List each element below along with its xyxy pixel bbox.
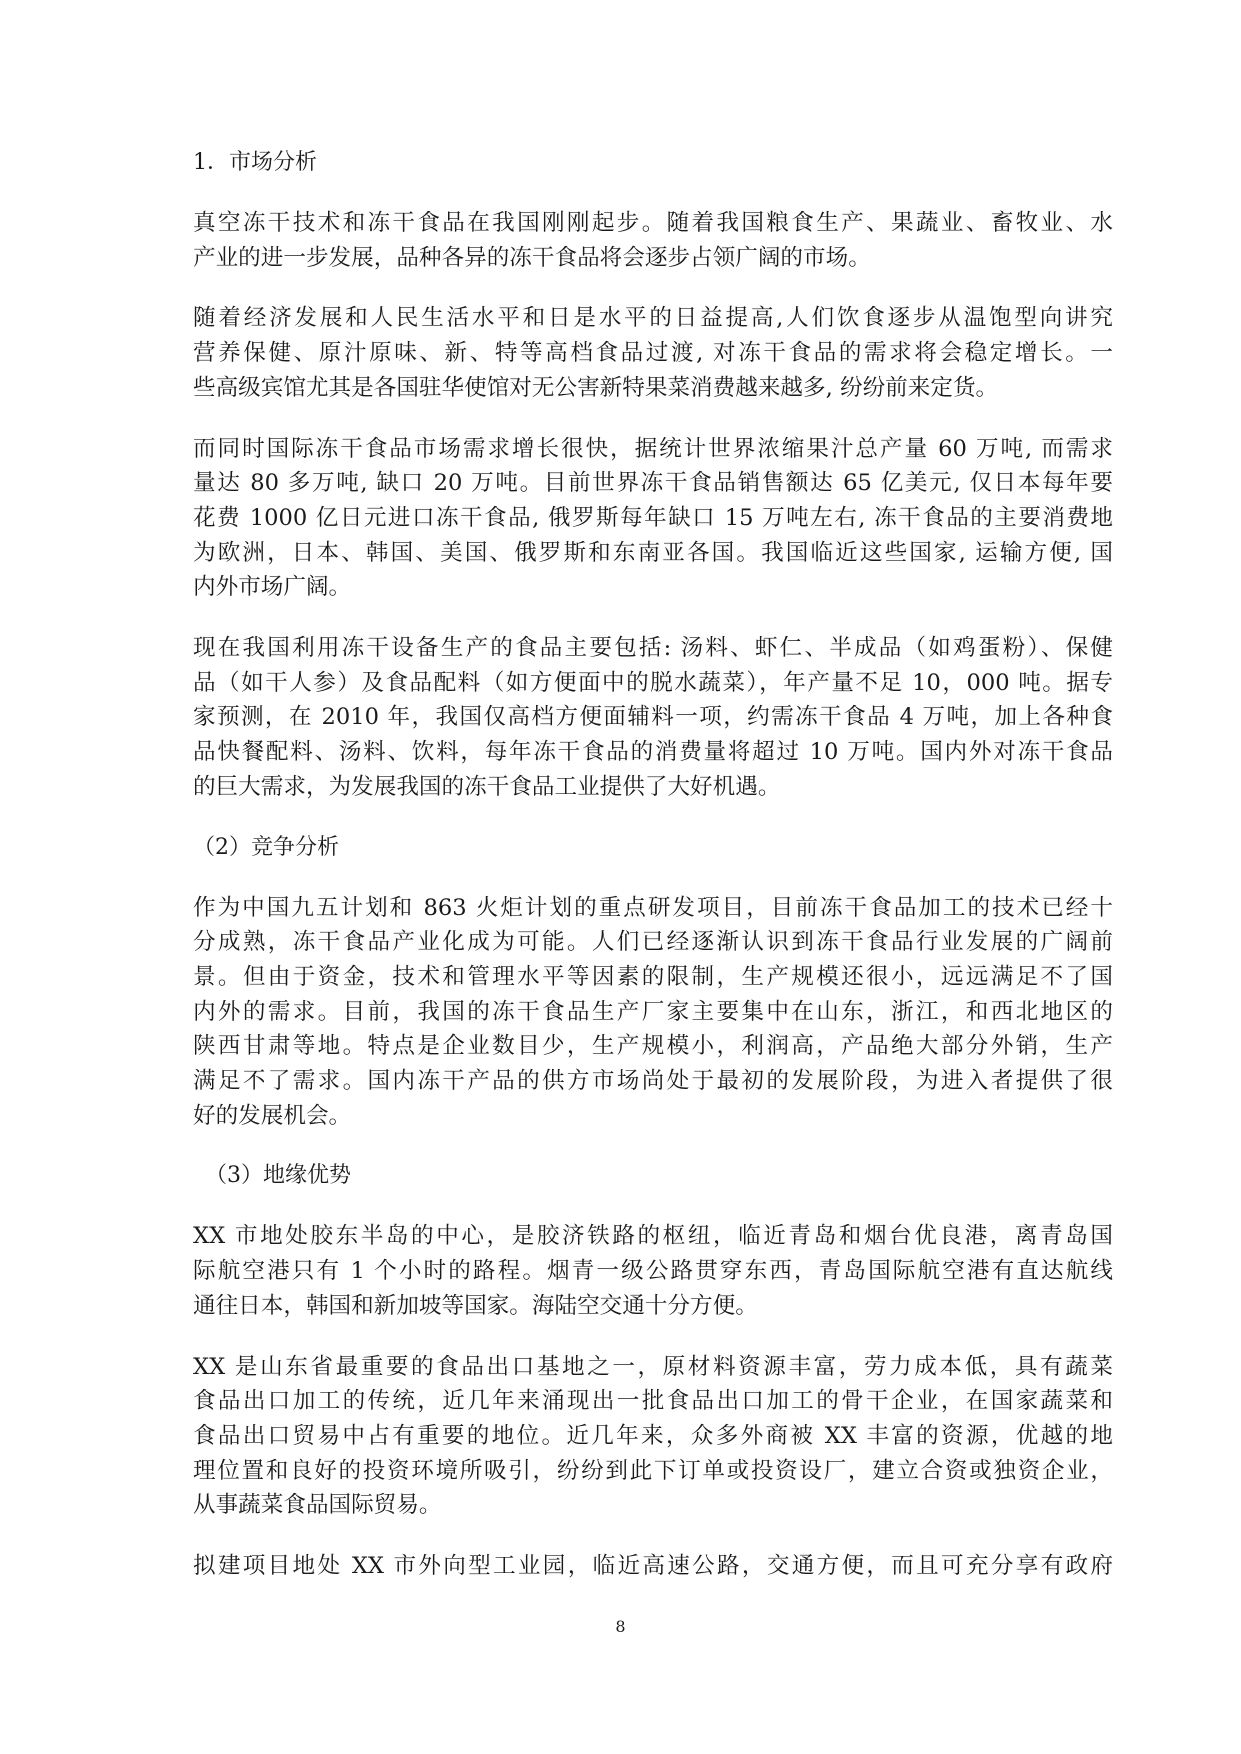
text-line: 作为中国九五计划和 863 火炬计划的重点研发项目，目前冻干食品加工的技术已经十 bbox=[193, 894, 1113, 921]
text-line: 为欧洲，日本、韩国、美国、俄罗斯和东南亚各国。我国临近这些国家, 运输方便, 国 bbox=[193, 539, 1113, 566]
text-line: 营养保健、原汁原味、新、特等高档食品过渡, 对冻干食品的需求将会稳定增长。一 bbox=[193, 340, 1113, 367]
section-geographic-advantage-heading: （3）地缘优势 bbox=[205, 1163, 351, 1189]
section-competition-analysis-heading: （2）竞争分析 bbox=[193, 834, 339, 860]
text-line: 满足不了需求。国内冻干产品的供方市场尚处于最初的发展阶段，为进入者提供了很 bbox=[193, 1068, 1113, 1095]
section-market-analysis-heading: 1．市场分析 bbox=[193, 150, 317, 175]
text-line: 而同时国际冻干食品市场需求增长很快，据统计世界浓缩果汁总产量 60 万吨, 而需求 bbox=[193, 435, 1113, 462]
text-line: 随着经济发展和人民生活水平和日是水平的日益提高,人们饮食逐步从温饱型向讲究 bbox=[193, 305, 1113, 332]
text-line: 通往日本，韩国和新加坡等国家。海陆空交通十分方便。 bbox=[193, 1292, 758, 1319]
text-line: 食品出口加工的传统，近几年来涌现出一批食品出口加工的骨干企业，在国家蔬菜和 bbox=[193, 1388, 1113, 1415]
text-line: 好的发展机会。 bbox=[193, 1102, 352, 1129]
text-line: 内外市场广阔。 bbox=[193, 574, 352, 601]
text-line: 拟建项目地处 XX 市外向型工业园，临近高速公路，交通方便，而且可充分享有政府 bbox=[193, 1553, 1113, 1580]
text-line: 分成熟，冻干食品产业化成为可能。人们已经逐渐认识到冻干食品行业发展的广阔前 bbox=[193, 929, 1113, 956]
text-line: 产业的进一步发展，品种各异的冻干食品将会逐步占领广阔的市场。 bbox=[193, 244, 871, 271]
paragraph-domestic-demand bbox=[193, 301, 1113, 405]
paragraph-intro bbox=[193, 206, 1113, 275]
text-line: 食品出口贸易中占有重要的地位。近几年来，众多外商被 XX 丰富的资源，优越的地 bbox=[193, 1422, 1113, 1449]
text-line: 量达 80 多万吨, 缺口 20 万吨。目前世界冻干食品销售额达 65 亿美元, 仅日本每年要 bbox=[193, 470, 1113, 497]
text-line: 理位置和良好的投资环境所吸引，纷纷到此下订单或投资设厂，建立合资或独资企业， bbox=[193, 1457, 1113, 1484]
text-line: 景。但由于资金，技术和管理水平等因素的限制，生产规模还很小，远远满足不了国 bbox=[193, 963, 1113, 990]
paragraph-project-site bbox=[193, 1549, 1113, 1584]
page-number: 8 bbox=[615, 1617, 626, 1636]
text-line: 真空冻干技术和冻干食品在我国刚刚起步。随着我国粮食生产、果蔬业、畜牧业、水 bbox=[193, 210, 1113, 236]
text-line: XX 市地处胶东半岛的中心，是胶济铁路的枢纽，临近青岛和烟台优良港，离青岛国 bbox=[193, 1223, 1113, 1250]
text-line: 家预测，在 2010 年，我国仅高档方便面辅料一项，约需冻干食品 4 万吨，加上各种食 bbox=[193, 704, 1113, 731]
document-page bbox=[193, 146, 1113, 1610]
paragraph-international-demand bbox=[193, 432, 1113, 606]
paragraph-competition bbox=[193, 891, 1113, 1134]
text-line: 内外的需求。目前，我国的冻干食品生产厂家主要集中在山东，浙江，和西北地区的 bbox=[193, 998, 1113, 1025]
paragraph-current-production bbox=[193, 631, 1113, 805]
text-line: 陕西甘肃等地。特点是企业数目少，生产规模小，利润高，产品绝大部分外销，生产 bbox=[193, 1033, 1113, 1060]
text-line: 些高级宾馆尤其是各国驻华使馆对无公害新特果菜消费越来越多, 纷纷前来定货。 bbox=[193, 374, 999, 401]
text-line: 现在我国利用冻干设备生产的食品主要包括: 汤料、虾仁、半成品（如鸡蛋粉）、保健 bbox=[193, 635, 1113, 662]
text-line: 从事蔬菜食品国际贸易。 bbox=[193, 1492, 442, 1519]
paragraph-export-base bbox=[193, 1350, 1113, 1524]
text-line: 品快餐配料、汤料、饮料，每年冻干食品的消费量将超过 10 万吨。国内外对冻干食品 bbox=[193, 739, 1113, 766]
text-line: 的巨大需求，为发展我国的冻干食品工业提供了大好机遇。 bbox=[193, 773, 781, 800]
paragraph-location bbox=[193, 1219, 1113, 1323]
text-line: 花费 1000 亿日元进口冻干食品, 俄罗斯每年缺口 15 万吨左右, 冻干食品的主要消费地 bbox=[193, 504, 1113, 531]
text-line: 际航空港只有 1 个小时的路程。烟青一级公路贯穿东西，青岛国际航空港有直达航线 bbox=[193, 1258, 1113, 1285]
text-line: XX 是山东省最重要的食品出口基地之一，原材料资源丰富，劳力成本低，具有蔬菜 bbox=[193, 1353, 1113, 1380]
text-line: 品（如干人参）及食品配料（如方便面中的脱水蔬菜），年产量不足 10，000 吨。据专 bbox=[193, 669, 1113, 696]
